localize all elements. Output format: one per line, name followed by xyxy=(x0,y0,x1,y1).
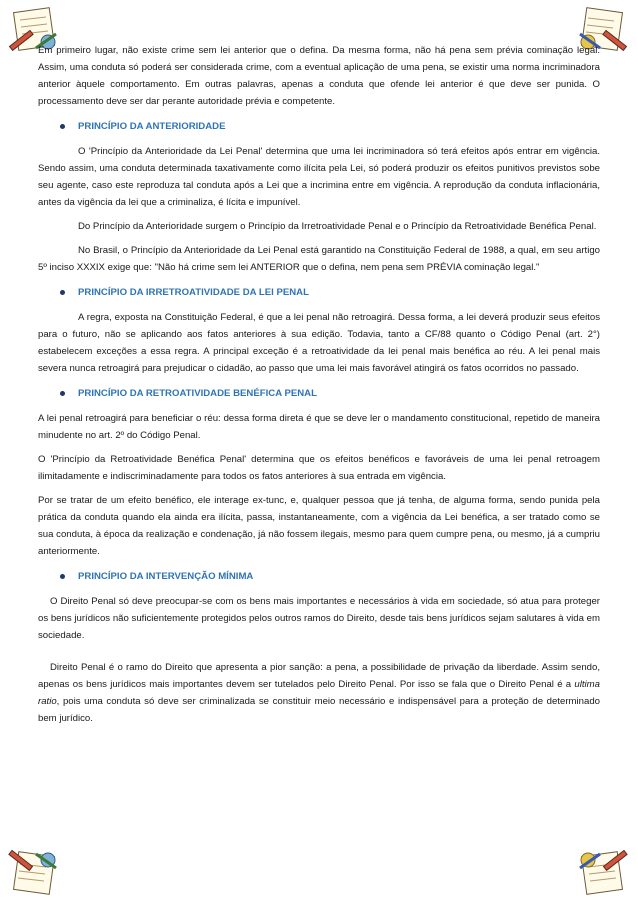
text-run: Direito Penal é o ramo do Direito que apresenta a pior sanção: a pena, a possibilidade de privação da liberdade. Assim sendo, apenas os bens jurídicos mais importantes devem ser tutelados pelo Direito Penal. Por isso se fala que o Direito Penal é a xyxy=(38,662,600,690)
heading-irretroatividade xyxy=(60,284,600,301)
paragraph-anterioridade-1: O 'Princípio da Anterioridade da Lei Penal' determina que uma lei incriminadora só terá efeitos após entrar em vigência. Sendo assim, uma conduta determinada taxativamente como ilícita pela Lei, só poderá produzir os efeitos punitivos previstos sobe seu agente, caso este reproduza tal conduta após a Lei que a incrimina entre em vigência. A reprodução da conduta inflacionária, antes da vigência da lei que a criminaliza, é lícita e impunível. xyxy=(38,146,600,208)
bullet-icon xyxy=(60,124,65,129)
bullet-icon xyxy=(60,391,65,396)
heading-intervencao xyxy=(60,568,600,585)
paragraph-intervencao-2 xyxy=(38,659,600,727)
emphasis-ultima-ratio: ultima ratio xyxy=(38,679,600,707)
document-body xyxy=(38,42,600,734)
stationery-corner-bottom-right-icon xyxy=(574,846,630,898)
heading-anterioridade xyxy=(60,118,600,135)
paragraph-irretroatividade-1: A regra, exposta na Constituição Federal, é que a lei penal não retroagirá. Dessa forma, a lei deverá produzir seus efeitos para o futuro, não se aplicando aos fatos anteriores à sua edição. Todavia, tanto a CF/88 quanto o Código Penal (art. 2°) estabelecem exceções a essa regra. A principal exceção é a retroatividade da lei penal mais benéfica ao réu. A lei penal mais severa nunca retroagirá para prejudicar o cidadão, ao passo que uma lei mais favorável atingirá os fatos ocorridos no passado. xyxy=(38,312,600,374)
bullet-icon xyxy=(60,574,65,579)
stationery-corner-bottom-left-icon xyxy=(6,846,62,898)
paragraph-retroatividade-2: O 'Princípio da Retroatividade Benéfica Penal' determina que os efeitos benéficos e favoráveis de uma lei penal retroagem ilimitadamente e indiscriminadamente para todos os fatos anteriores à sua entrada em vigência. xyxy=(38,454,600,482)
heading-label: PRINCÍPIO DA IRRETROATIVIDADE DA LEI PENAL xyxy=(78,287,309,298)
heading-label: PRINCÍPIO DA INTERVENÇÃO MÍNIMA xyxy=(78,571,254,582)
heading-label: PRINCÍPIO DA RETROATIVIDADE BENÉFICA PENAL xyxy=(78,388,317,399)
heading-retroatividade xyxy=(60,385,600,402)
paragraph-anterioridade-2: Do Princípio da Anterioridade surgem o Princípio da Irretroatividade Penal e o Princípio da Retroatividade Benéfica Penal. xyxy=(78,221,597,232)
paragraph-intervencao-1: O Direito Penal só deve preocupar-se com os bens mais importantes e necessários à vida em sociedade, só atua para proteger os bens jurídicos não suficientemente protegidos pelos outros ramos do Direito, desde tais bens jurídicos sejam salutares à vida em sociedade. xyxy=(38,596,600,641)
paragraph-retroatividade-1: A lei penal retroagirá para beneficiar o réu: dessa forma direta é que se deve ler o mandamento constitucional, repetido de maneira minudente no art. 2º do Código Penal. xyxy=(38,413,600,441)
heading-label: PRINCÍPIO DA ANTERIORIDADE xyxy=(78,121,226,132)
text-run: , pois uma conduta só deve ser criminalizada se constituir meio necessário e indispensável para a proteção de determinado bem jurídico. xyxy=(38,696,600,724)
bullet-icon xyxy=(60,290,65,295)
paragraph-intro: Em primeiro lugar, não existe crime sem lei anterior que o defina. Da mesma forma, não há pena sem prévia cominação legal. Assim, uma conduta só poderá ser considerada crime, com a eventual aplicação de uma pena, se existir uma norma incriminadora anterior àquele comportamento. Em outras palavras, apenas a conduta que ofende lei anterior é que deve ser punida. O processamento deve ser dar perante autoridade prévia e competente. xyxy=(38,45,600,107)
paragraph-anterioridade-3: No Brasil, o Princípio da Anterioridade da Lei Penal está garantido na Constituição Federal de 1988, a qual, em seu artigo 5º inciso XXXIX exige que: "Não há crime sem lei ANTERIOR que o defina, nem pena sem PRÉVIA cominação legal." xyxy=(38,245,600,273)
paragraph-retroatividade-3: Por se tratar de um efeito benéfico, ele interage ex-tunc, e, qualquer pessoa que já tenha, de alguma forma, sendo punida pela prática da conduta quando ela ainda era ilícita, passa, instantaneamente, com a vigência da Lei benéfica, a ser tratado como se sua conduta, à época da realização e condenação, já não fossem ilegais, mesmo para quem cumpre pena, ou mesmo, já a cumpriu anteriormente. xyxy=(38,495,600,557)
